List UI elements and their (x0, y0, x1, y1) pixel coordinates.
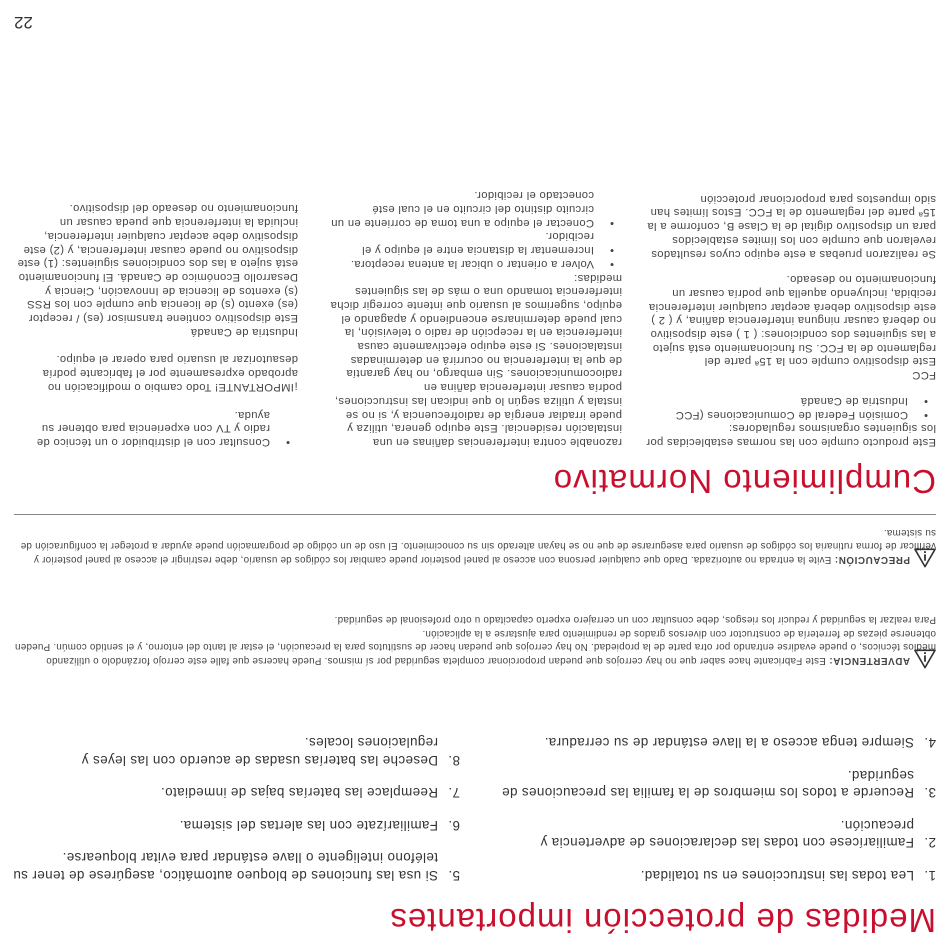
compliance-title: Cumplimiento Normativo (552, 463, 936, 500)
safety-item-4: 4. Siempre tenga acceso a la llave estándar de su cerradura. (544, 735, 936, 751)
safety-item-1: 1. Lea todas las instrucciones en su totalidad. (640, 868, 936, 883)
regulator-list (646, 393, 936, 420)
warning-text: ADVERTENCIA: Este Fabricante hace saber que no hay cerrojos que puedan proporcionar completa seguridad por sí mismos. Puede hacerse que falle este cerrojo forzándolo o utilizando medios técnicos, o puede evadirse entrando por otra parte de la propiedad. No hay cerrojos que puedan hacer de sustitutos para la precaución, el estar al tanto del entorno, y el sentido común. Pueden obtenerse piezas de ferretería de constructor con diversos grados de rendimiento para ajustarse a la aplicación. (14, 627, 936, 666)
canada-heading: Industria de Canadá (190, 325, 298, 338)
caution-text: PRECAUCIÓN: Evite la entrada no autorizada. Dado que cualquier persona con acceso al panel posterior puede cambiar los códigos de usuario, debe restringir el acceso al panel posterior y verificar de forma rutinaria los códigos de usuario para asegurarse de que no se hayan alterado sin su conocimiento. El uso de un código de programación puede ayudar a proteger la configuración de su sistema. (20, 526, 936, 565)
compliance-column-3 (10, 201, 298, 448)
page-number: 22 (14, 13, 33, 32)
canada-paragraph: Este dispositivo contiene transmisor (es) / receptor (es) exento (s) de licencia que cumple con los RSS (s) exentos de licencia de Innovación, Ciencia y Desarrollo Económico de Canadá. El funcionamiento está sujeto a las dos condiciones siguientes: (1) este dispositivo no puede causar interferencia, y (2) este dispositivo debe aceptar cualquier interferencia, incluida la interferencia que pueda causar un funcionamiento no deseado del dispositivo. (17, 202, 298, 325)
safety-title: Medidas de protección importantes (389, 902, 936, 939)
remedy-list (330, 188, 622, 270)
remedy-item: • Volver a orientar o ubicar la antena receptora. (330, 256, 622, 270)
safety-item-7: 7. Reemplace las baterías bajas de inmediato. (160, 785, 460, 801)
regulator-canada: • Industria de Canadá (646, 393, 936, 407)
fcc-paragraph-1: Este dispositivo cumple con la 15ª parte del reglamento de la FCC. Su funcionamiento está sujeto a las siguientes dos condiciones: ( 1 ) este dispositivo no deberá causar ninguna interferencia dañina, y ( 2 ) este dispositivo deberá aceptar cualquier interferencia recibida, incluyendo aquella que podría causar un funcionamiento no deseado. (648, 273, 936, 368)
caution-notice (14, 525, 936, 566)
regulator-fcc: • Comisión Federal de Comunicaciones (FCC (646, 407, 936, 421)
remedy-item: • Incrementar la distancia entre el equipo y el recibidor. (330, 229, 622, 256)
compliance-column-2 (330, 188, 622, 448)
important-notice: ¡IMPORTANTE! Todo cambio o modificación no aprobado expresamente por el fabricante podría desautorizar al usuario para operar el equipo. (42, 353, 298, 393)
section-divider (14, 514, 936, 515)
fcc-paragraph-2: Se realizaron pruebas a este equipo cuyos resultados revelaron que cumple con los límites establecidos para un dispositivo digital de la Clase B, conforme a la 15ª parte del reglamento de la FCC. Estos límites han sido impuestos para proporcionar protección (647, 192, 936, 260)
compliance-column-1 (646, 191, 936, 448)
fcc-heading: FCC (911, 369, 936, 382)
compliance-intro: Este producto cumple con las normas establecidas por los siguientes organismos reguladores: (646, 422, 936, 448)
warning-icon (914, 649, 936, 669)
safety-item-3: 3. Recuerde a todos los miembros de la familia las precauciones de seguridad. (501, 768, 936, 801)
safety-item-8: 8. Deseche las baterías usadas de acuerdo con las leyes y regulaciones locales. (81, 735, 460, 768)
remedy-list-continued (10, 407, 298, 448)
warning-advice: Para realzar la seguridad y reducir los riesgos, debe consultar con un cerrajero experto capacitado u otro profesional de seguridad. (334, 614, 936, 626)
safety-list-right (10, 719, 460, 884)
safety-item-6: 6. Familiarízate con las alertas del sistema. (179, 818, 460, 833)
safety-item-2: 2. Familiarícese con todas las declaraciones de advertencia y precaución. (540, 818, 936, 851)
remedy-item: • Consultar con el distribuidor o un técnico de radio y TV con experiencia para obtener su ayuda. (10, 407, 298, 448)
safety-item-5: 5. Si usa las funciones de bloqueo automático, asegúrese de tener su teléfono inteligente o llave estándar para evitar bloquearse. (12, 850, 460, 883)
safety-list-left (481, 719, 936, 884)
remedy-item: • Conectar el equipo a una toma de corriente en un circuito distinto del circuito en el cual esté conectado el recibidor. (330, 188, 622, 229)
caution-icon (914, 548, 936, 568)
warning-notice (14, 613, 936, 667)
interference-paragraph: razonable contra interferencias dañinas en una instalación residencial. Este equipo genera, utiliza y puede irradiar energía de radiofrecuencia y, si no se instala y utiliza según lo que indican las instrucciones, podría causar interferencia dañina en radiocomunicaciones. Sin embargo, no hay garantía de que la interferencia no ocurrirá en determinadas instalaciones. Si este equipo efectivamente causa interferencia en la recepción de radio o televisión, la cual puede determinarse encendiendo y apagando el equipo, sugerimos al usuario que intente corregir dicha interferencia tomando una o más de las siguientes medidas: (330, 271, 622, 448)
